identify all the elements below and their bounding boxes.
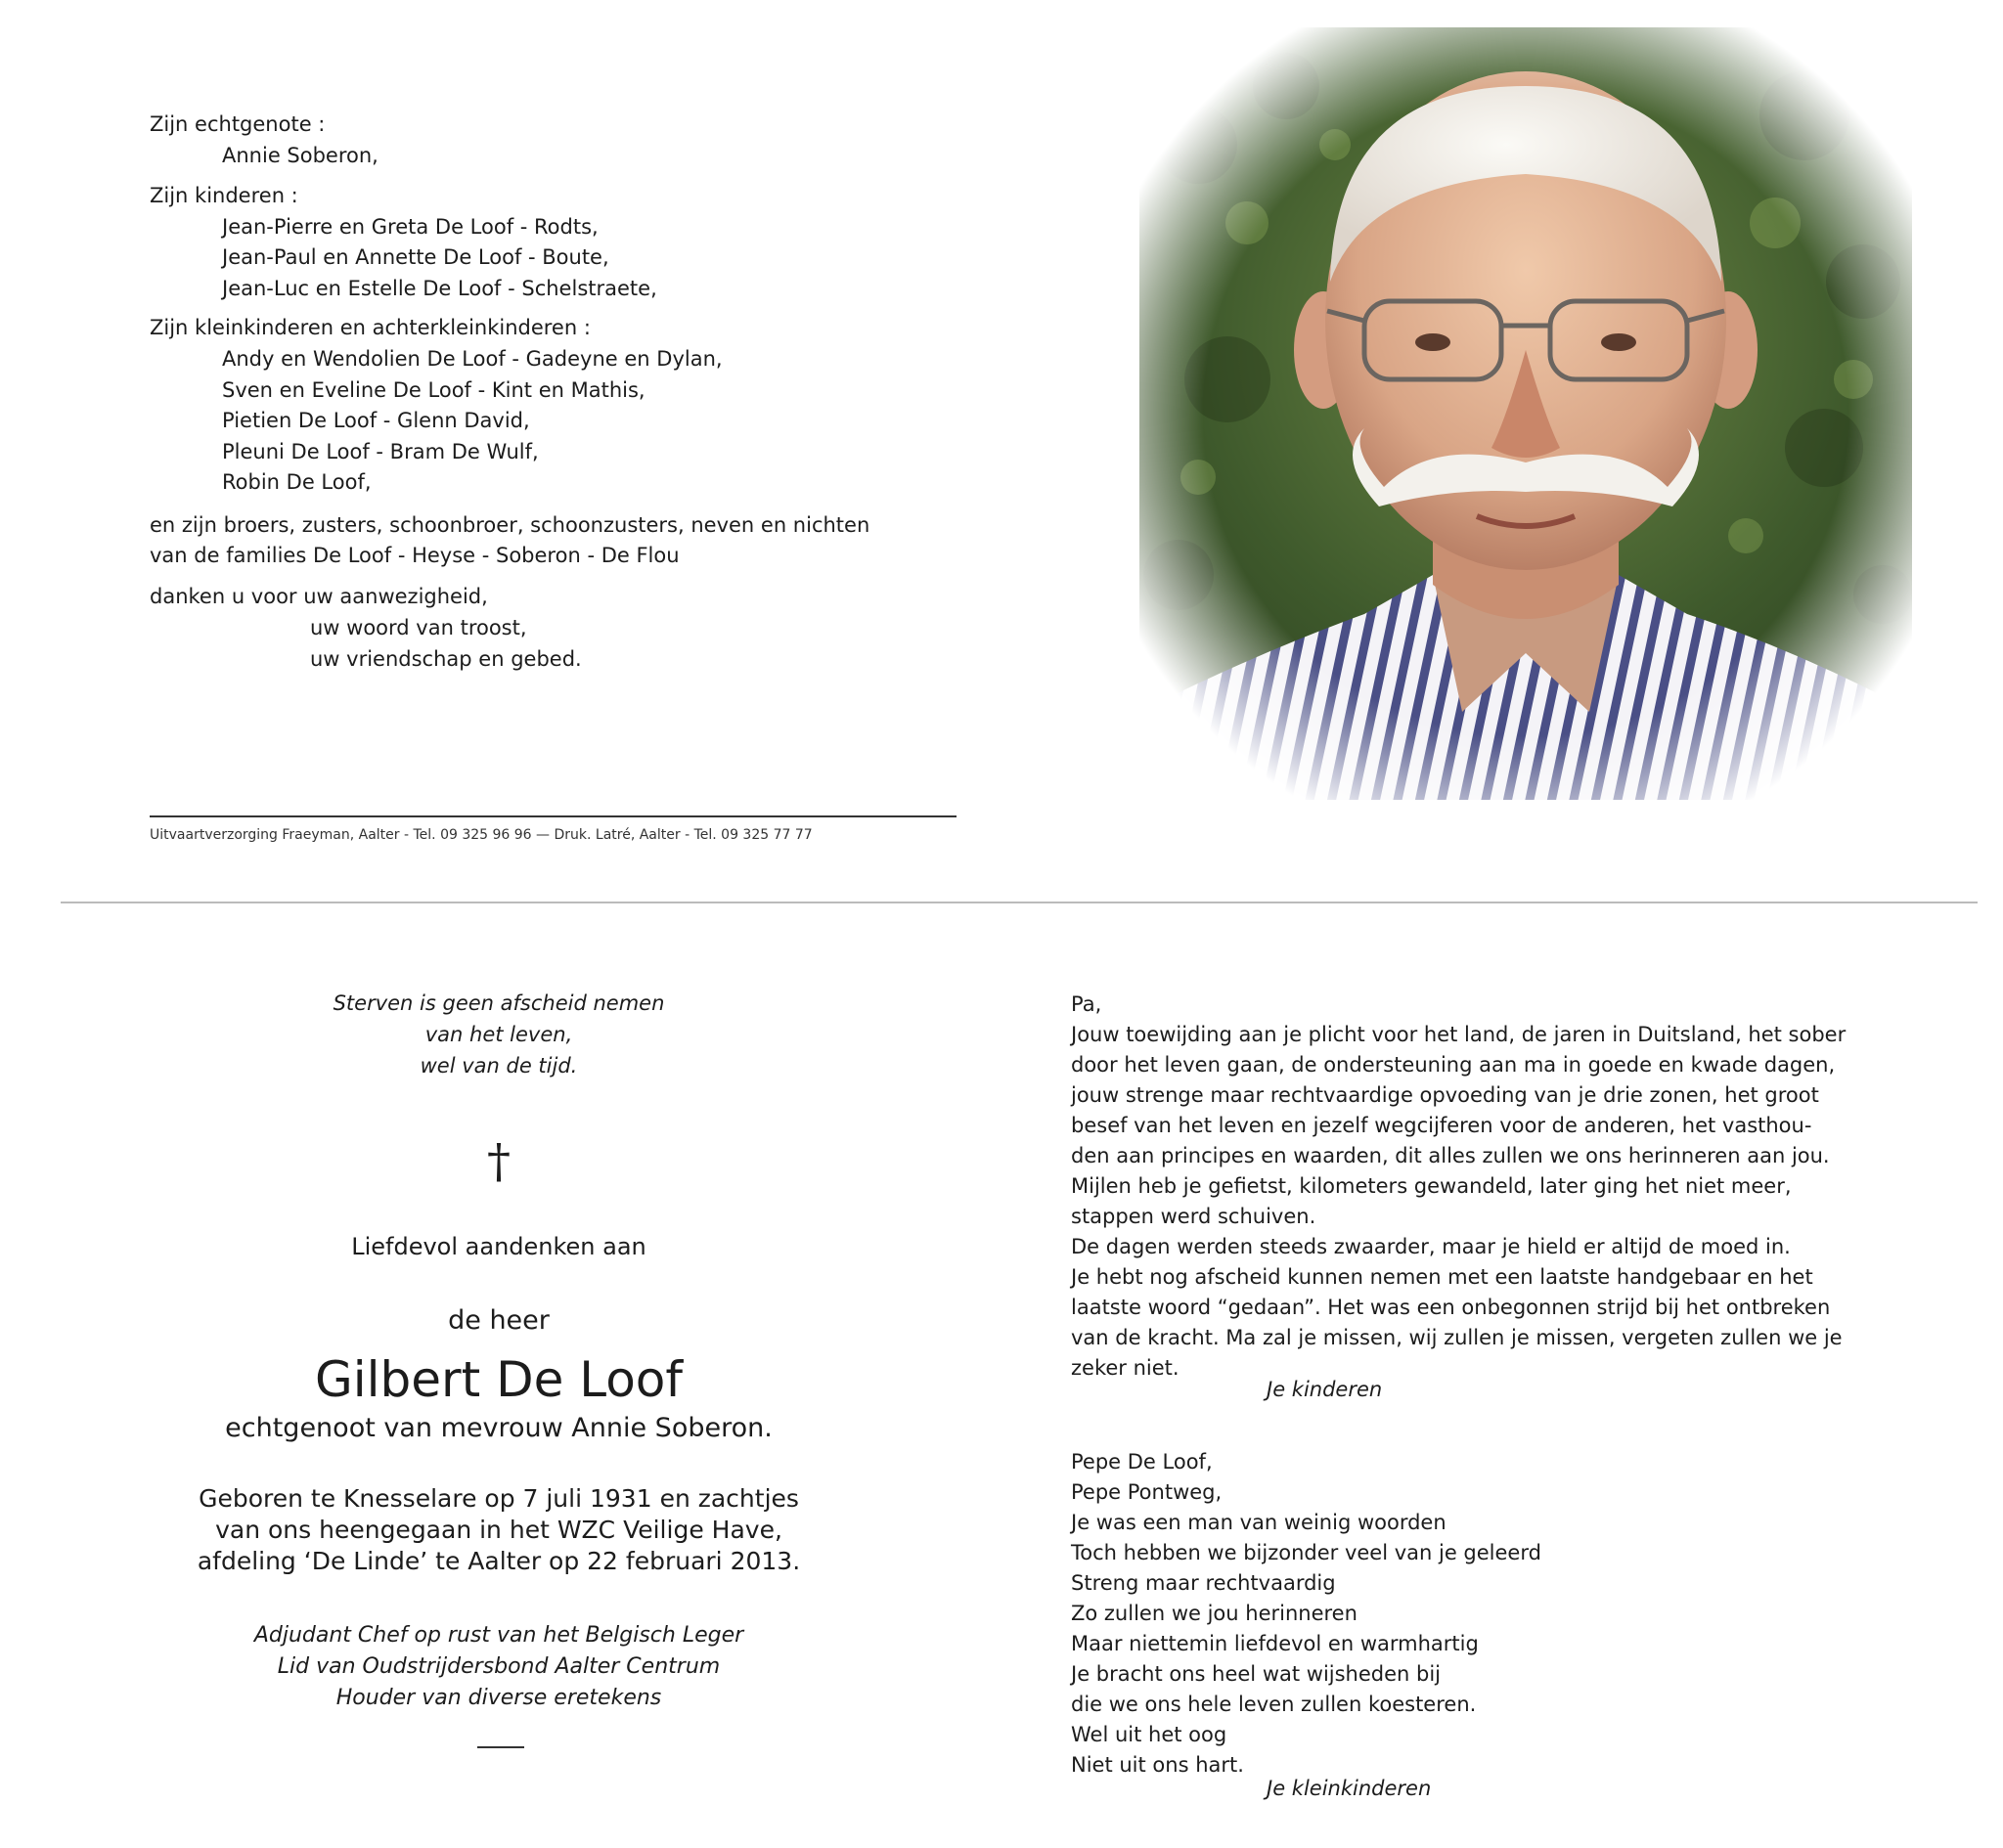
thanks-line: uw woord van troost, — [310, 616, 527, 639]
tribute-line: besef van het leven en jezelf wegcijferen voor de anderen, het vasthou- — [1071, 1114, 1812, 1137]
poem-line: die we ons hele leven zullen koesteren. — [1071, 1693, 1477, 1716]
honor-line: Lid van Oudstrijdersbond Aalter Centrum — [277, 1654, 721, 1679]
poem-line: Zo zullen we jou herinneren — [1071, 1602, 1358, 1625]
tribute-line: Jouw toewijding aan je plicht voor het land, de jaren in Duitsland, het sober — [1071, 1023, 1847, 1046]
grandchild-line: Pleuni De Loof - Bram De Wulf, — [222, 440, 539, 463]
poem-line: Pepe Pontweg, — [1071, 1480, 1223, 1504]
poem-line: Je was een man van weinig woorden — [1071, 1511, 1447, 1534]
honor-line: Adjudant Chef op rust van het Belgisch Leger — [253, 1623, 744, 1648]
tribute-line: van de kracht. Ma zal je missen, wij zullen je missen, vergeten zullen we je — [1071, 1326, 1843, 1349]
poem-line: Wel uit het oog — [1071, 1723, 1227, 1746]
poem-line: Pepe De Loof, — [1071, 1450, 1213, 1474]
tribute-line: Pa, — [1071, 992, 1102, 1016]
poem-line: Niet uit ons hart. — [1071, 1753, 1244, 1777]
fold-line — [61, 902, 1978, 903]
thanks-intro: danken u voor uw aanwezigheid, — [150, 585, 488, 608]
spouse-line: echtgenoot van mevrouw Annie Soberon. — [225, 1413, 773, 1443]
portrait-photo — [1139, 27, 1912, 800]
motto-line: Sterven is geen afscheid nemen — [333, 991, 665, 1015]
tribute-line: Mijlen heb je gefietst, kilometers gewandeld, later ging het niet meer, — [1071, 1174, 1792, 1198]
poem-line: Maar niettemin liefdevol en warmhartig — [1071, 1632, 1479, 1655]
remembrance-line: Liefdevol aandenken aan — [351, 1233, 646, 1260]
tribute-line: door het leven gaan, de ondersteuning aan ma in goede en kwade dagen, — [1071, 1053, 1836, 1077]
poem-line: Je bracht ons heel wat wijsheden bij — [1071, 1662, 1442, 1686]
footer-credits: Uitvaartverzorging Fraeyman, Aalter - Tel. 09 325 96 96 — Druk. Latré, Aalter - Tel. 09 325 77 77 — [150, 827, 813, 843]
child-line: Jean-Paul en Annette De Loof - Boute, — [222, 245, 609, 269]
grandchild-line: Pietien De Loof - Glenn David, — [222, 409, 530, 432]
tribute-line: Je hebt nog afscheid kunnen nemen met een laatste handgebaar en het — [1071, 1265, 1813, 1289]
grandchild-line: Andy en Wendolien De Loof - Gadeyne en Dylan, — [222, 347, 723, 371]
title-line: de heer — [448, 1305, 550, 1336]
grandchildren-heading: Zijn kleinkinderen en achterkleinkinderen : — [150, 316, 591, 339]
tribute-line: jouw strenge maar rechtvaardige opvoeding van je drie zonen, het groot — [1071, 1083, 1819, 1107]
tribute-line: De dagen werden steeds zwaarder, maar je hield er altijd de moed in. — [1071, 1235, 1791, 1258]
child-line: Jean-Pierre en Greta De Loof - Rodts, — [222, 215, 599, 239]
tribute-line: stappen werd schuiven. — [1071, 1205, 1316, 1228]
tribute-line: zeker niet. — [1071, 1356, 1180, 1380]
footer-rule — [150, 815, 957, 817]
motto-line: wel van de tijd. — [420, 1054, 578, 1078]
honor-line: Houder van diverse eretekens — [335, 1686, 662, 1710]
children-signature: Je kinderen — [1267, 1378, 1383, 1401]
spouse-heading: Zijn echtgenote : — [150, 112, 326, 136]
tribute-line: laatste woord “gedaan”. Het was een onbegonnen strijd bij het ontbreken — [1071, 1296, 1831, 1319]
thanks-line: uw vriendschap en gebed. — [310, 647, 582, 671]
closing-dash — [477, 1746, 524, 1748]
poem-line: Toch hebben we bijzonder veel van je geleerd — [1071, 1541, 1541, 1564]
cross-icon: † — [487, 1134, 511, 1189]
life-line: afdeling ‘De Linde’ te Aalter op 22 februari 2013. — [197, 1547, 801, 1575]
spouse-name: Annie Soberon, — [222, 144, 378, 167]
grandchildren-signature: Je kleinkinderen — [1267, 1777, 1432, 1800]
grandchild-line: Sven en Eveline De Loof - Kint en Mathis, — [222, 378, 645, 402]
deceased-name: Gilbert De Loof — [314, 1351, 683, 1408]
grandchild-line: Robin De Loof, — [222, 470, 372, 494]
children-heading: Zijn kinderen : — [150, 184, 298, 207]
tribute-line: den aan principes en waarden, dit alles zullen we ons herinneren aan jou. — [1071, 1144, 1830, 1167]
motto-line: van het leven, — [424, 1023, 573, 1046]
child-line: Jean-Luc en Estelle De Loof - Schelstraete, — [222, 277, 657, 300]
poem-line: Streng maar rechtvaardig — [1071, 1571, 1336, 1595]
life-line: Geboren te Knesselare op 7 juli 1931 en zachtjes — [199, 1484, 799, 1513]
family-line: van de families De Loof - Heyse - Soberon - De Flou — [150, 544, 680, 567]
family-line: en zijn broers, zusters, schoonbroer, schoonzusters, neven en nichten — [150, 513, 870, 537]
life-line: van ons heengegaan in het WZC Veilige Have, — [215, 1516, 782, 1544]
